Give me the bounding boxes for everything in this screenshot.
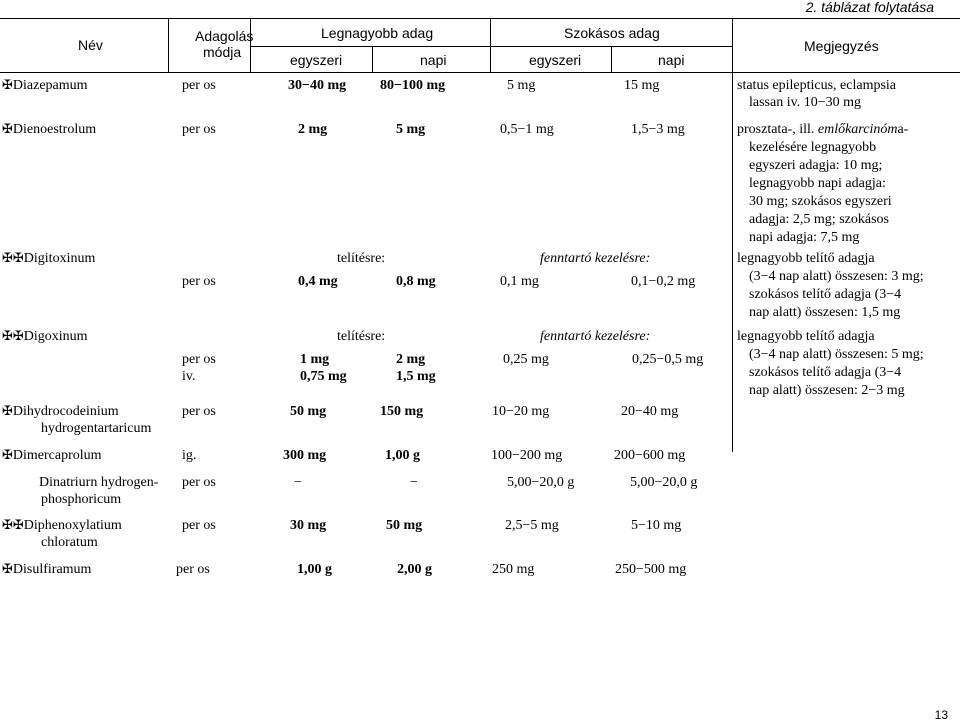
usual-single-dose: 0,1 mg [500,274,539,289]
row-dienoestrolum-name-cell [2,121,96,138]
max-single-dose: 1 mg [300,352,330,367]
route: iv. [182,369,196,384]
header-legnagyobb: Legnagyobb adag [321,25,434,41]
max-daily-dose: 2 mg [396,352,426,367]
remark-line: egyszeri adagja: 10 mg; [749,158,883,173]
header-divider-6 [732,18,733,72]
row-digitoxinum-name-cell [2,250,95,267]
double-cross-mark-icon: ✠✠ [2,518,24,533]
row-diphenoxylatium-name-cell [2,517,122,534]
max-single-dose: 0,4 mg [298,274,338,289]
max-single-dose: 300 mg [283,448,327,463]
remark-italic-text: emlőkarcinóm [817,122,898,137]
header-bottom-rule [0,72,960,73]
route: per os [182,404,216,419]
remark-line: legnagyobb telítő adagja [737,251,875,266]
max-single-dose: 0,75 mg [300,369,347,384]
header-napi-1: napi [420,52,447,68]
max-daily-dose: 80−100 mg [380,78,446,93]
usual-single-dose: 0,25 mg [503,352,549,367]
usual-single-dose: 100−200 mg [491,448,563,463]
double-cross-mark-icon: ✠✠ [2,251,24,266]
cross-mark-icon: ✠ [2,404,13,419]
header-szokasos: Szokásos adag [564,25,660,41]
maintenance-label: fenntartó kezelésre: [540,329,651,344]
remark-line: nap alatt) összesen: 1,5 mg [749,305,901,320]
row-dimercaprolum-name-cell [2,447,102,464]
remarks-column-rule [732,72,733,452]
cross-mark-icon: ✠ [2,448,13,463]
drug-name: Diphenoxylatium [23,518,122,533]
route: per os [182,78,216,93]
max-single-dose: 1,00 g [297,562,332,577]
drug-name: Diazepamum [12,78,88,93]
row-dihydrocodeinium-name-cell [2,403,119,420]
header-divider-4 [490,18,491,72]
usual-single-dose: 0,5−1 mg [500,122,554,137]
max-single-dose: 2 mg [298,122,328,137]
maintenance-label: fenntartó kezelésre: [540,251,651,266]
page-number: 13 [934,708,948,722]
remark-line: legnagyobb telítő adagja [737,329,875,344]
remark-line: nap alatt) összesen: 2−3 mg [749,383,905,398]
remark-line: (3−4 nap alatt) összesen: 3 mg; [749,269,924,284]
usual-daily-dose: 250−500 mg [615,562,687,577]
header-top-rule [0,18,960,19]
route: per os [176,562,210,577]
usual-daily-dose: 5,00−20,0 g [630,475,698,490]
remark-text: a- [897,122,909,137]
max-daily-dose: 1,00 g [385,448,420,463]
max-daily-dose: 1,5 mg [396,369,436,384]
header-megjegyzes: Megjegyzés [804,38,879,54]
max-daily-dose: 150 mg [380,404,424,419]
saturation-label: telítésre: [337,329,386,344]
max-daily-dose: 2,00 g [397,562,432,577]
remark-line [737,121,908,138]
route: per os [182,122,216,137]
drug-name-line-2: chloratum [41,535,98,550]
max-daily-dose: 5 mg [396,122,426,137]
drug-name: Dihydrocodeinium [12,404,119,419]
usual-single-dose: 5,00−20,0 g [507,475,575,490]
route: ig. [182,448,197,463]
usual-single-dose: 5 mg [507,78,536,93]
usual-daily-dose: 5−10 mg [631,518,682,533]
header-modja: módja [203,44,242,60]
max-daily-dose: − [410,475,418,490]
drug-name-line-2: phosphoricum [41,492,122,507]
remark-line: legnagyobb napi adagja: [749,176,886,191]
row-digoxinum-name-cell [2,328,88,345]
usual-daily-dose: 200−600 mg [614,448,686,463]
max-single-dose: 30−40 mg [288,78,347,93]
header-mid-rule [250,46,732,47]
usual-daily-dose: 0,1−0,2 mg [631,274,696,289]
row-diazepamum-name-cell [2,77,88,94]
drug-name-line-2: hydrogentartaricum [41,421,152,436]
header-divider-3 [372,46,373,72]
usual-daily-dose: 1,5−3 mg [631,122,685,137]
header-divider-2 [250,18,251,72]
drug-name: Digitoxinum [23,251,96,266]
remark-line: kezelésére legnagyobb [749,140,877,155]
usual-daily-dose: 0,25−0,5 mg [632,352,704,367]
row-dinatrium-name-cell: Dinatriurn hydrogen- [39,475,159,490]
remark-line: adagja: 2,5 mg; szokásos [749,212,889,227]
cross-mark-icon: ✠ [2,122,13,137]
drug-name: Dienoestrolum [12,122,97,137]
saturation-label: telítésre: [337,251,386,266]
drug-name: Dimercaprolum [12,448,102,463]
header-nev: Név [78,37,103,53]
remark-line: napi adagja: 7,5 mg [749,230,860,245]
header-adagolas: Adagolás [195,28,254,44]
header-divider-1 [168,18,169,72]
max-daily-dose: 50 mg [386,518,423,533]
route: per os [182,274,216,289]
remark-line: status epilepticus, eclampsia [737,78,897,93]
route: per os [182,352,216,367]
max-single-dose: 30 mg [290,518,327,533]
usual-single-dose: 250 mg [492,562,535,577]
max-single-dose: − [294,475,302,490]
double-cross-mark-icon: ✠✠ [2,329,24,344]
usual-single-dose: 10−20 mg [492,404,550,419]
remark-line: (3−4 nap alatt) összesen: 5 mg; [749,347,924,362]
cross-mark-icon: ✠ [2,78,13,93]
drug-name: Digoxinum [23,329,88,344]
remark-line: szokásos telítő adagja (3−4 [749,365,902,380]
route: per os [182,475,216,490]
usual-daily-dose: 15 mg [624,78,660,93]
remark-line: 30 mg; szokásos egyszeri [749,194,892,209]
continuation-label: 2. táblázat folytatása [805,0,934,15]
header-egyszeri-2: egyszeri [529,52,582,68]
remark-line: lassan iv. 10−30 mg [749,95,861,110]
usual-daily-dose: 20−40 mg [621,404,679,419]
max-daily-dose: 0,8 mg [396,274,436,289]
usual-single-dose: 2,5−5 mg [505,518,559,533]
header-napi-2: napi [658,52,685,68]
header-divider-5 [611,46,612,72]
remark-text: prosztata-, ill. [737,122,818,137]
header-egyszeri-1: egyszeri [290,52,343,68]
cross-mark-icon: ✠ [2,562,13,577]
drug-name: Disulfiramum [12,562,92,577]
row-disulfiramum-name-cell [2,561,91,578]
remark-line: szokásos telítő adagja (3−4 [749,287,902,302]
route: per os [182,518,216,533]
max-single-dose: 50 mg [290,404,327,419]
